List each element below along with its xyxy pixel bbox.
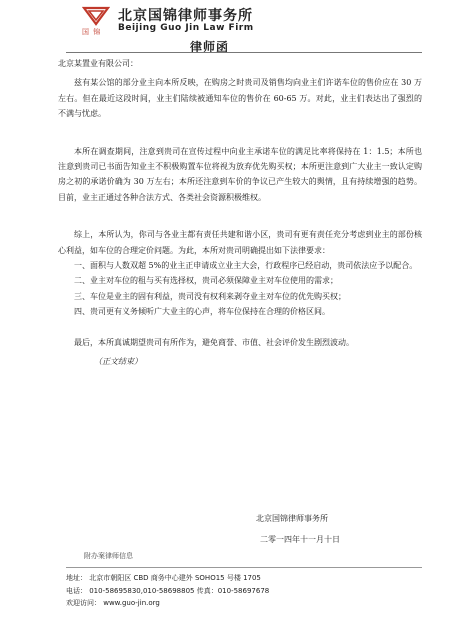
footer-divider <box>66 567 422 568</box>
demand-4: 四、贵司更有义务倾听广大业主的心声，将车位保持在合理的价格区间。 <box>74 307 330 317</box>
demand-2: 二、业主对车位的租与买有选择权，贵司必须保障业主对车位使用的需求； <box>74 276 338 286</box>
header-divider <box>66 52 422 53</box>
letterhead <box>0 0 471 54</box>
footer-website: 欢迎访问： www.guo-jin.org <box>66 599 160 607</box>
firm-name-en: Beijing Guo Jin Law Firm <box>118 23 254 33</box>
footer-phone: 电话： 010-58695830,010-58698805 传真：010-58697678 <box>66 586 270 595</box>
paragraph-2: 本所在调查期间，注意到贵司在宣传过程中向业主承诺车位的满足比率将保持在 1：1.5；本所也注意到贵司已书面告知业主不积极购置车位将视为放弃优先购买权；本所更注意到广大业主一致认定购房之初的承诺价确为 30 万左右；本所还注意到车价的争议已产生较大的舆情，且有持续增强的趋势。目前，业主正通过各种合法方式、各类社会资源积极维权。 <box>58 146 422 202</box>
letter-body <box>58 56 422 370</box>
logo-text: 国 锦 <box>82 28 102 36</box>
attachment-note: 附办案律师信息 <box>84 552 133 560</box>
closing-paragraph: 最后，本所真诚期望贵司有所作为，避免商誉、市值、社会评价发生剧烈波动。 <box>74 337 354 347</box>
end-note: （正文结束） <box>94 357 142 367</box>
demand-3: 三、车位是业主的固有利益，贵司没有权利来剥夺业主对车位的优先购买权； <box>74 291 346 301</box>
paragraph-1: 兹有某公馆的部分业主向本所反映，在购房之时贵司及销售均向业主们许诺车位的售价应在 30 万左右。但在最近这段时间，业主们陆续被通知车位的售价在 60-65 万。对此，业主们表达出了强烈的不满与忧虑。 <box>58 78 422 119</box>
document-title: 律师函 <box>190 40 230 54</box>
paragraph-3: 综上，本所认为，你司与各业主都有责任共建和谐小区，贵司有更有责任充分考虑到业主的部份核心利益，如车位的合理定价问题。为此，本所对贵司明确提出如下法律要求： <box>58 230 422 255</box>
firm-logo-icon <box>82 5 110 27</box>
footer-address: 地址： 北京市朝阳区 CBD 商务中心建外 SOHO15 号楼 1705 <box>66 574 261 582</box>
footer <box>66 572 269 610</box>
signature-block <box>256 510 340 548</box>
signature: 北京国锦律师事务所 <box>256 514 328 523</box>
demand-1: 一、面积与人数双超 5%的业主正申请成立业主大会，行政程序已经启动，贵司依法应予以配合。 <box>74 261 418 271</box>
salutation: 北京某置业有限公司： <box>58 59 138 68</box>
letter-date: 二零一四年十一月十日 <box>260 535 340 544</box>
firm-name-cn: 北京国锦律师事务所 <box>118 8 253 24</box>
